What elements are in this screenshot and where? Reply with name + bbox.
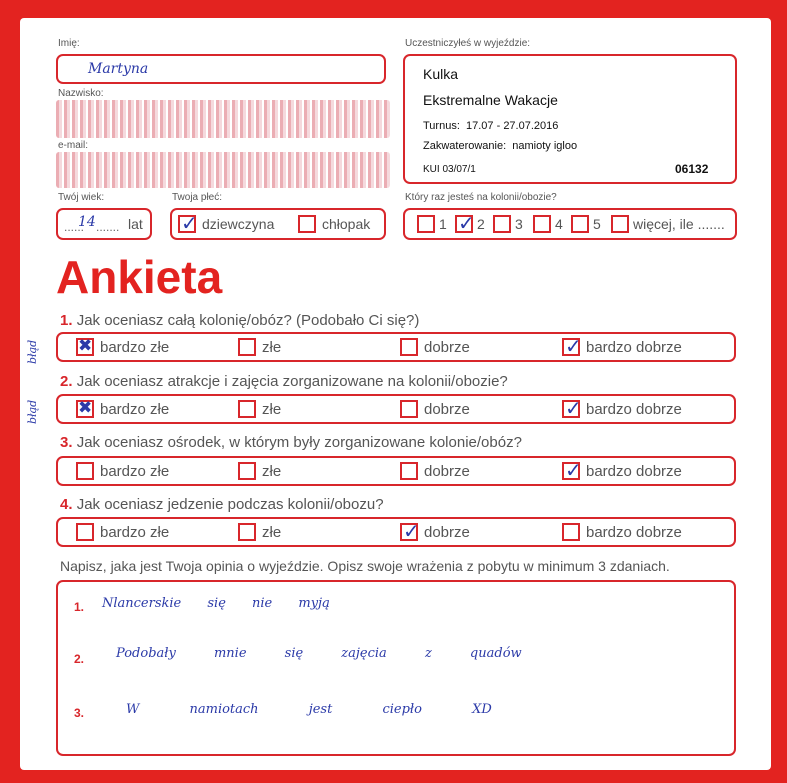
question-4-num: 4.: [60, 496, 73, 513]
times-label: Który raz jesteś na kolonii/obozie?: [405, 192, 557, 203]
question-4: [60, 496, 384, 513]
answer-1-text: Nlancerskie się nie myją: [102, 596, 330, 611]
question-2-num: 2.: [60, 373, 73, 390]
q1-opt4-label: bardzo dobrze: [586, 339, 682, 356]
trip-number: 06132: [675, 162, 709, 176]
q3-opt1-label: bardzo złe: [100, 463, 170, 480]
q1-opt2-label: złe: [262, 339, 282, 356]
email-redacted: [56, 152, 390, 188]
question-4-options: [56, 517, 736, 547]
answer-3-text: W namiotach jest ciepło XD: [126, 702, 492, 717]
age-dots-before: ......: [64, 220, 85, 234]
q4-opt1-checkbox[interactable]: [76, 523, 94, 541]
times-1-checkbox[interactable]: [417, 215, 435, 233]
trip-line2: Ekstremalne Wakacje: [423, 92, 558, 108]
accommodation-label: Zakwaterowanie:: [423, 140, 507, 152]
times-2-label: 2: [477, 216, 485, 232]
gender-label: Twoja płeć:: [172, 192, 223, 203]
q4-opt4-checkbox[interactable]: [562, 523, 580, 541]
times-field: [403, 208, 737, 240]
q2-opt3-label: dobrze: [424, 401, 470, 418]
q4-opt1-label: bardzo złe: [100, 524, 170, 541]
gender-girl-label: dziewczyna: [202, 216, 275, 232]
times-3-label: 3: [515, 216, 523, 232]
email-label: e-mail:: [58, 140, 89, 151]
times-5-label: 5: [593, 216, 601, 232]
question-2-text: Jak oceniasz atrakcje i zajęcia zorganizowane na kolonii/obozie?: [76, 373, 508, 390]
q3-opt3-checkbox[interactable]: [400, 462, 418, 480]
question-3-text: Jak oceniasz ośrodek, w którym były zorganizowane kolonie/obóz?: [76, 434, 522, 451]
q2-opt4-label: bardzo dobrze: [586, 401, 682, 418]
q3-opt2-label: złe: [262, 463, 282, 480]
side-note-2: błąd: [26, 399, 39, 424]
turnus-value: 17.07 - 27.07.2016: [466, 120, 559, 132]
q3-opt2-checkbox[interactable]: [238, 462, 256, 480]
q2-opt1-label: bardzo złe: [100, 401, 170, 418]
accommodation-value: namioty igloo: [512, 140, 578, 152]
opinion-box[interactable]: [56, 580, 736, 756]
age-field[interactable]: [56, 208, 152, 240]
surname-redacted: [56, 100, 390, 138]
gender-field: [170, 208, 386, 240]
opinion-prompt: Napisz, jaka jest Twoja opinia o wyjeździe. Opisz swoje wrażenia z pobytu w minimum 3 zdaniach.: [60, 558, 670, 574]
q3-opt1-checkbox[interactable]: [76, 462, 94, 480]
gender-boy-label: chłopak: [322, 216, 371, 232]
trip-info-box: [403, 54, 737, 184]
question-3-num: 3.: [60, 434, 73, 451]
question-1-num: 1.: [60, 312, 73, 329]
times-2-checkbox[interactable]: [455, 215, 473, 233]
q1-opt2-checkbox[interactable]: [238, 338, 256, 356]
trip-label: Uczestniczyłeś w wyjeździe:: [405, 38, 531, 49]
gender-boy-checkbox[interactable]: [298, 215, 316, 233]
q4-opt3-label: dobrze: [424, 524, 470, 541]
question-1: [60, 312, 419, 329]
answer-2-text: Podobały mnie się zajęcia z quadów: [116, 646, 522, 661]
times-more-label: więcej, ile .......: [633, 216, 725, 232]
q4-opt2-checkbox[interactable]: [238, 523, 256, 541]
q1-opt3-label: dobrze: [424, 339, 470, 356]
q2-opt3-checkbox[interactable]: [400, 400, 418, 418]
times-1-label: 1: [439, 216, 447, 232]
turnus: [423, 120, 558, 132]
accommodation: [423, 140, 577, 152]
name-value: Martyna: [88, 61, 149, 77]
q4-opt3-checkbox[interactable]: [400, 523, 418, 541]
times-3-checkbox[interactable]: [493, 215, 511, 233]
answer-2-num: 2.: [74, 652, 85, 666]
q2-opt2-label: złe: [262, 401, 282, 418]
name-field[interactable]: [56, 54, 386, 84]
page-title: Ankieta: [56, 251, 223, 303]
question-1-text: Jak oceniasz całą kolonię/obóz? (Podobało Ci się?): [76, 312, 420, 329]
q2-opt2-checkbox[interactable]: [238, 400, 256, 418]
times-4-checkbox[interactable]: [533, 215, 551, 233]
q1-opt1-label: bardzo złe: [100, 339, 170, 356]
answer-3-num: 3.: [74, 706, 85, 720]
q1-opt4-checkbox[interactable]: [562, 338, 580, 356]
question-3: [60, 434, 522, 451]
times-5-checkbox[interactable]: [571, 215, 589, 233]
times-more-checkbox[interactable]: [611, 215, 629, 233]
age-dots-after: .......: [96, 220, 120, 234]
q2-opt4-checkbox[interactable]: [562, 400, 580, 418]
q3-opt3-label: dobrze: [424, 463, 470, 480]
age-label: Twój wiek:: [58, 192, 105, 203]
turnus-label: Turnus:: [423, 120, 460, 132]
age-unit: lat: [128, 216, 143, 232]
q4-opt2-label: złe: [262, 524, 282, 541]
side-note-1: błąd: [26, 339, 39, 364]
q3-opt4-label: bardzo dobrze: [586, 463, 682, 480]
question-2-options: [56, 394, 736, 424]
question-3-options: [56, 456, 736, 486]
surname-label: Nazwisko:: [58, 88, 104, 99]
question-1-options: [56, 332, 736, 362]
survey-sheet: [20, 18, 771, 770]
gender-girl-checkbox[interactable]: [178, 215, 196, 233]
q1-opt1-checkbox[interactable]: [76, 338, 94, 356]
age-value: 14: [78, 214, 96, 230]
q3-opt4-checkbox[interactable]: [562, 462, 580, 480]
name-label: Imię:: [58, 38, 80, 49]
question-4-text: Jak oceniasz jedzenie podczas kolonii/obozu?: [76, 496, 384, 513]
question-2: [60, 373, 508, 390]
q2-opt1-checkbox[interactable]: [76, 400, 94, 418]
times-4-label: 4: [555, 216, 563, 232]
q4-opt4-label: bardzo dobrze: [586, 524, 682, 541]
trip-line1: Kulka: [423, 66, 459, 82]
trip-code: KUI 03/07/1: [423, 164, 476, 175]
answer-1-num: 1.: [74, 600, 85, 614]
q1-opt3-checkbox[interactable]: [400, 338, 418, 356]
